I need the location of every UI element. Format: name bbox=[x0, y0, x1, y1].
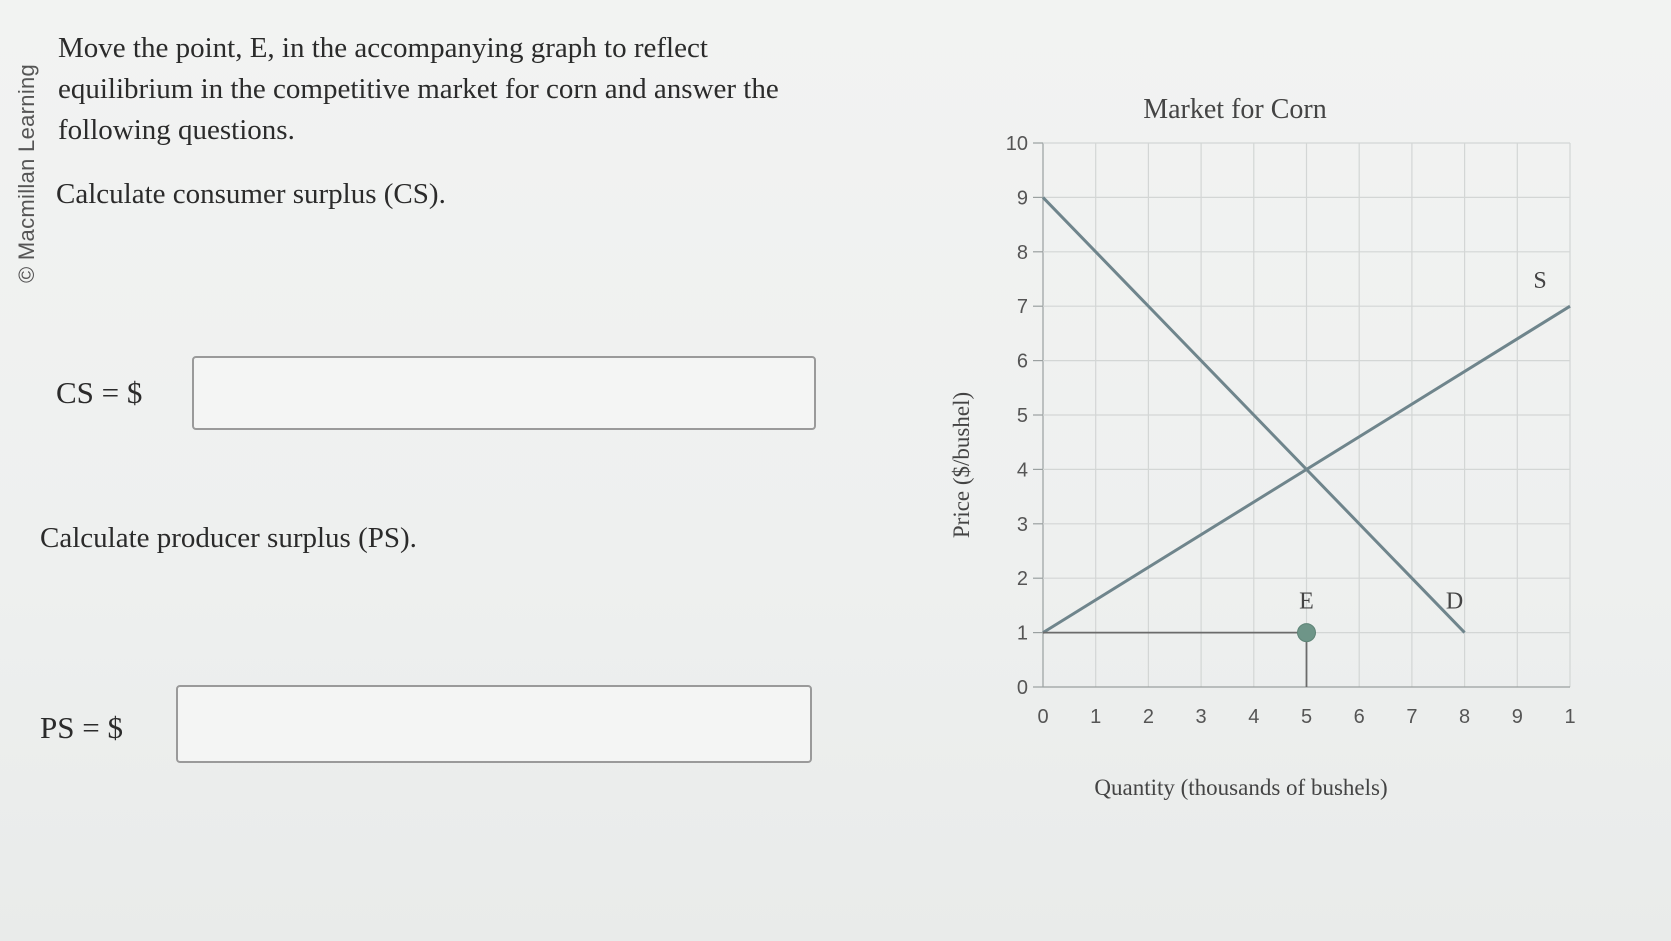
cs-answer-field[interactable] bbox=[192, 356, 816, 430]
curve-label-s: S bbox=[1533, 268, 1547, 295]
x-axis-label: Quantity (thousands of bushels) bbox=[1094, 775, 1388, 800]
y-tick-label: 1 bbox=[1016, 622, 1028, 645]
point-e-handle[interactable] bbox=[1298, 624, 1316, 642]
y-tick-label: 6 bbox=[1016, 350, 1028, 373]
ps-answer-field[interactable] bbox=[176, 685, 812, 763]
ps-label: PS = $ bbox=[40, 710, 123, 745]
x-tick-label: 7 bbox=[1406, 706, 1418, 728]
chart-ticks bbox=[1006, 133, 1576, 728]
y-tick-label: 3 bbox=[1016, 513, 1028, 536]
x-tick-label: 8 bbox=[1459, 706, 1471, 728]
x-tick-label: 4 bbox=[1248, 706, 1260, 728]
market-chart[interactable] bbox=[940, 90, 1660, 810]
y-tick-label: 0 bbox=[1016, 677, 1028, 699]
x-tick-label: 1 bbox=[1090, 706, 1102, 728]
x-tick-label: 2 bbox=[1142, 706, 1154, 728]
y-tick-label: 10 bbox=[1005, 133, 1028, 155]
y-tick-label: 8 bbox=[1016, 241, 1028, 264]
ps-question: Calculate producer surplus (PS). bbox=[40, 522, 417, 554]
point-layer[interactable] bbox=[1043, 589, 1316, 687]
curve-label-d: D bbox=[1445, 588, 1464, 615]
x-tick-label: 3 bbox=[1195, 706, 1207, 728]
x-tick-label: 9 bbox=[1511, 706, 1523, 728]
y-tick-label: 5 bbox=[1016, 405, 1028, 427]
y-tick-label: 9 bbox=[1016, 187, 1028, 210]
copyright-watermark: © Macmillan Learning bbox=[14, 63, 39, 283]
y-tick-label: 7 bbox=[1016, 296, 1028, 319]
cs-question: Calculate consumer surplus (CS). bbox=[56, 178, 446, 210]
x-tick-label: 5 bbox=[1300, 706, 1313, 728]
cs-label: CS = $ bbox=[56, 375, 143, 410]
x-tick-label: 0 bbox=[1037, 706, 1049, 728]
y-axis-label: Price ($/bushel) bbox=[949, 391, 974, 539]
point-e-label: E bbox=[1299, 588, 1314, 615]
y-tick-label: 4 bbox=[1016, 459, 1028, 482]
chart-title: Market for Corn bbox=[1143, 94, 1327, 125]
question-prompt: Move the point, E, in the accompanying graph to reflect equilibrium in the competitive market for corn and answer the following questions. bbox=[58, 32, 779, 146]
y-tick-label: 2 bbox=[1016, 568, 1028, 591]
x-tick-label: 1 bbox=[1564, 706, 1576, 728]
x-tick-label: 6 bbox=[1353, 706, 1365, 728]
